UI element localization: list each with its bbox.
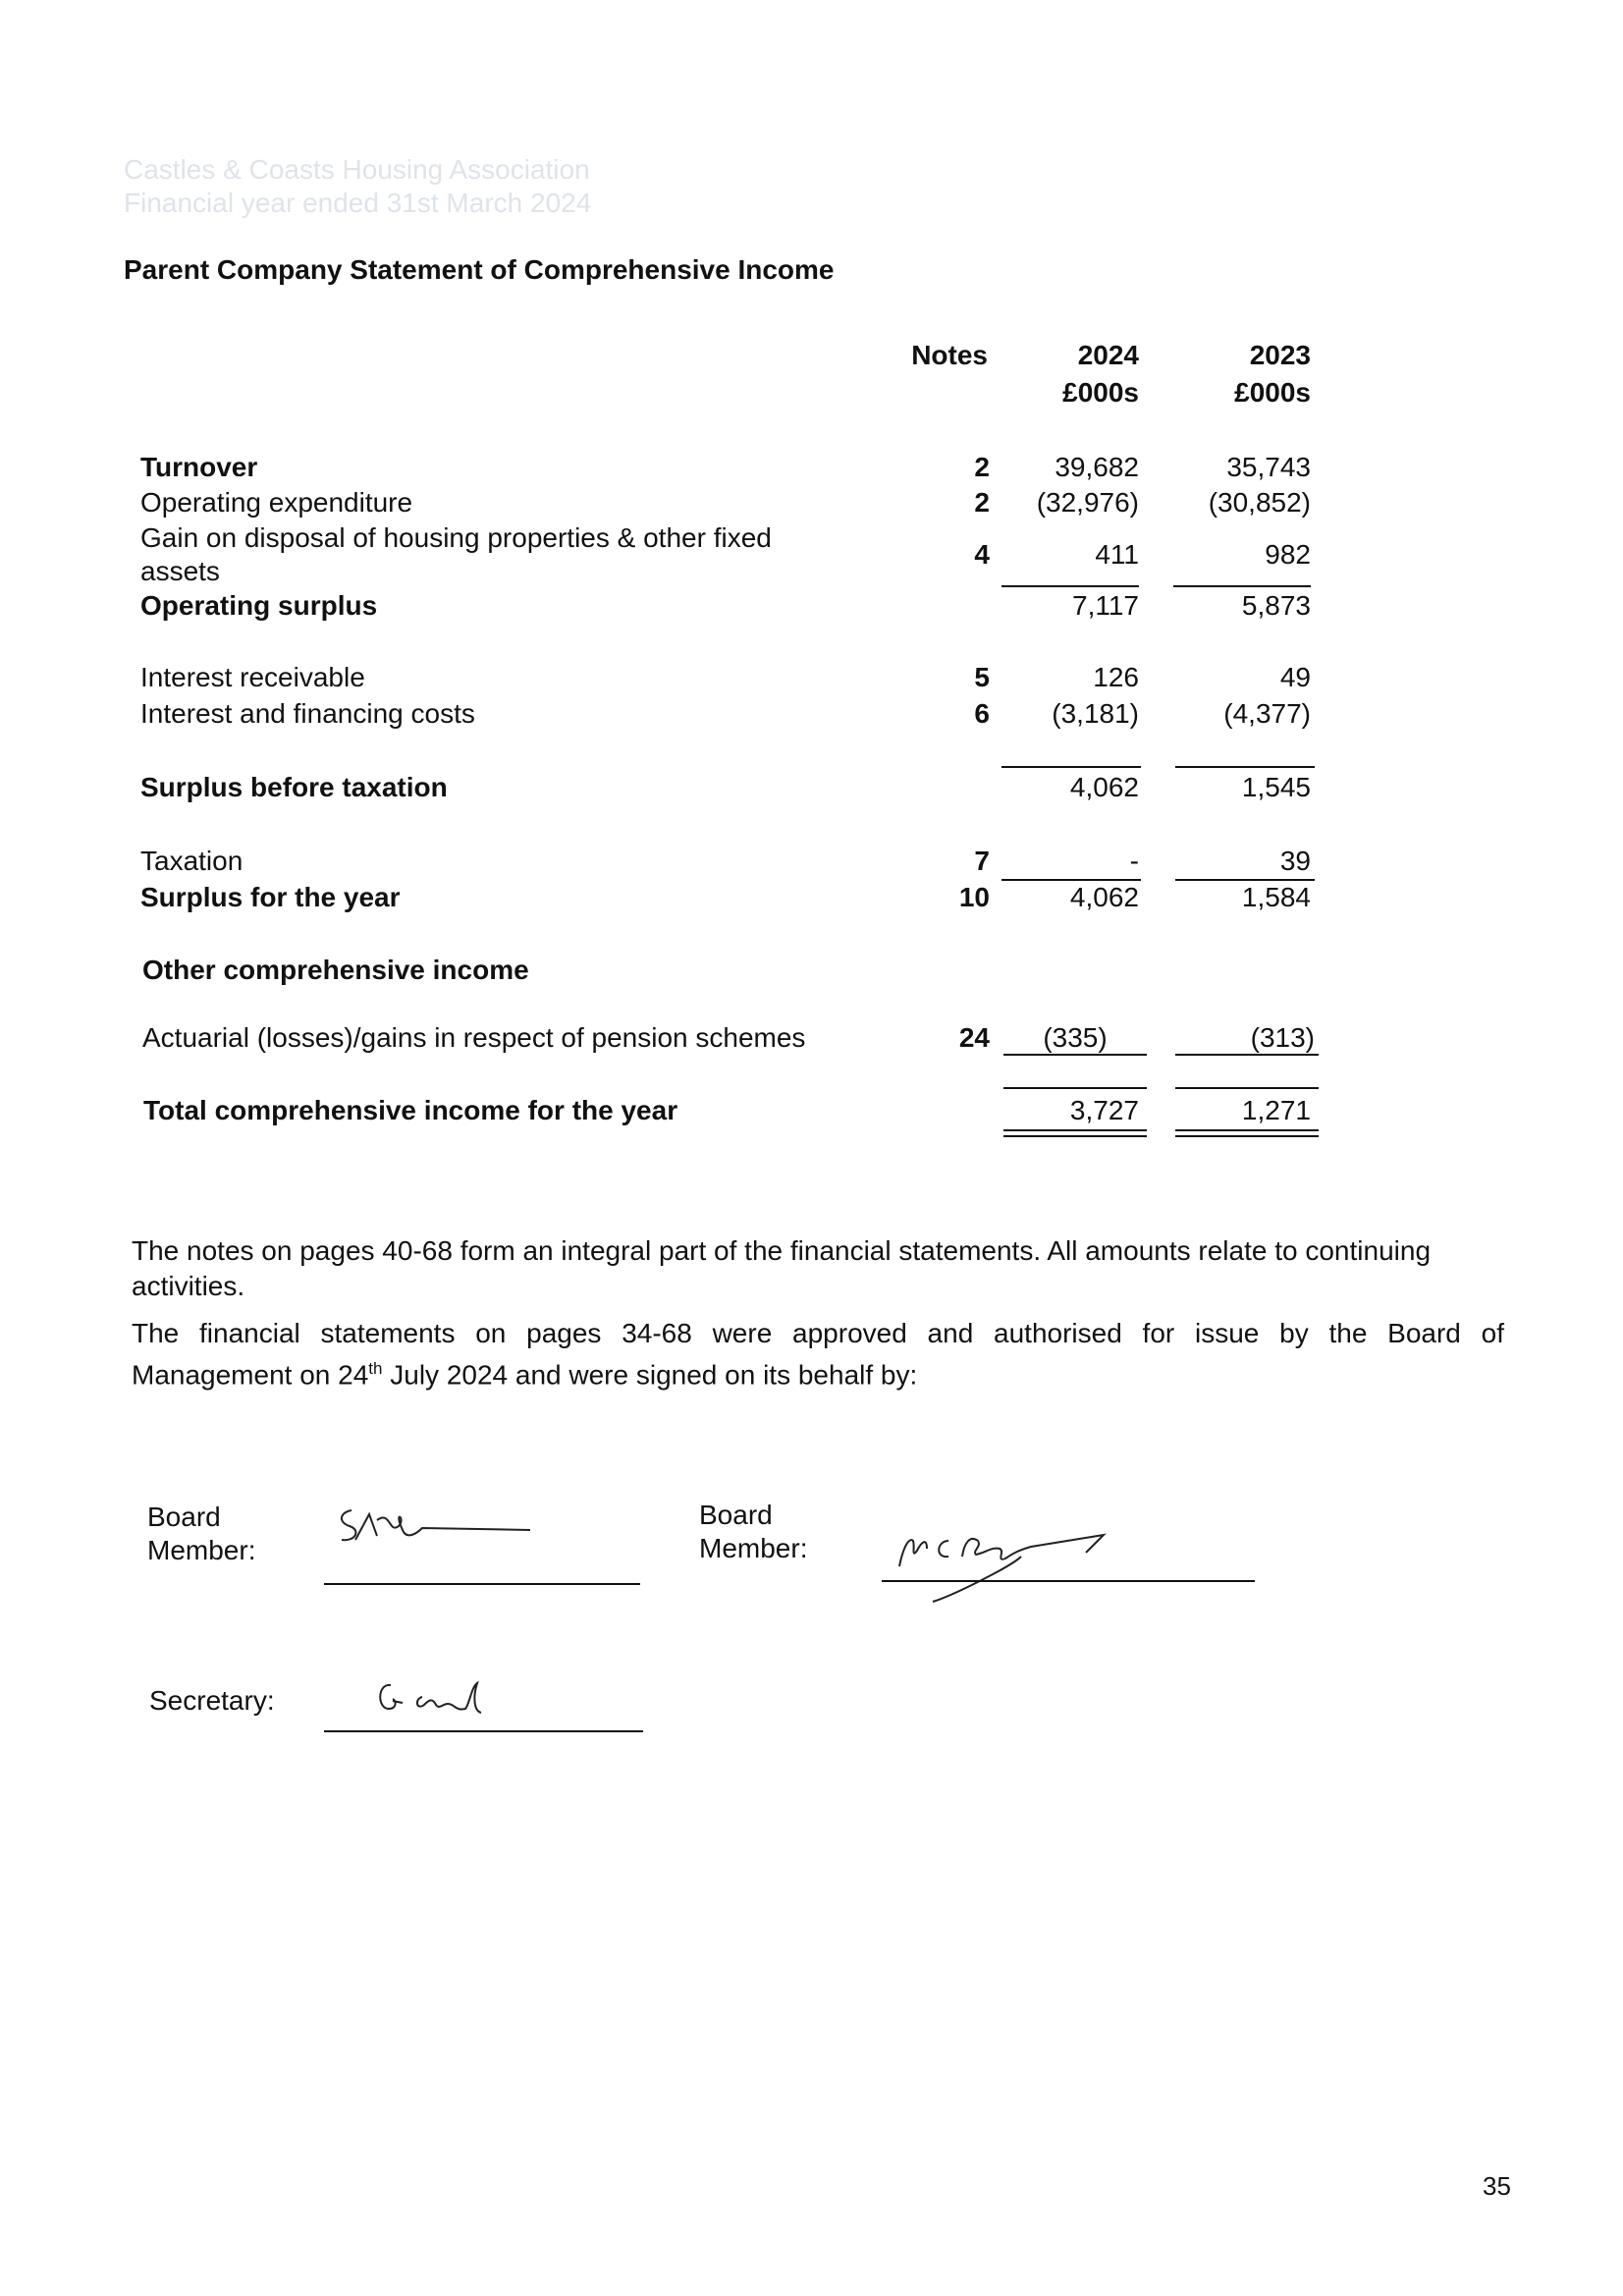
row-total-ci-2023: 1,271 [1241, 1095, 1311, 1125]
row-gain-2023: 982 [1265, 539, 1311, 570]
board-member-2-label-line1: Board [699, 1500, 773, 1530]
row-taxation-2024: - [1129, 846, 1139, 876]
rule-total-top-2023 [1175, 1087, 1319, 1089]
row-int-costs-note: 6 [974, 698, 990, 729]
row-total-ci-2024: 3,727 [1069, 1095, 1139, 1125]
notes-paragraph-2-line1: The financial statements on pages 34-68 were approved and authorised for issue by the Board of [132, 1318, 1504, 1348]
rule-tax-2023 [1175, 879, 1315, 881]
row-actuarial-label: Actuarial (losses)/gains in respect of pension schemes [142, 1022, 806, 1053]
row-int-recv-note: 5 [974, 662, 990, 692]
rule-int-2023 [1175, 766, 1315, 768]
board-member-2-signature [893, 1507, 1119, 1606]
row-op-surplus-label: Operating surplus [140, 590, 378, 621]
row-turnover-2024: 39,682 [1055, 452, 1139, 482]
rule-int-2024 [1001, 766, 1141, 768]
row-actuarial-2024: (335) [1043, 1022, 1108, 1053]
rule-gain-2023 [1173, 585, 1311, 587]
notes-paragraph-1-line2: activities. [132, 1271, 245, 1301]
board-member-2-sign-line [882, 1580, 1255, 1582]
rule-actuarial-2024 [1003, 1054, 1147, 1056]
col-notes-header: Notes [911, 340, 988, 370]
rule-total-double1-2024 [1003, 1129, 1147, 1131]
row-int-recv-label: Interest receivable [140, 662, 365, 692]
row-taxation-note: 7 [974, 846, 990, 876]
secretary-signature [363, 1675, 560, 1734]
header-org: Castles & Coasts Housing Association [124, 154, 590, 185]
row-gain-note: 4 [974, 539, 990, 570]
board-member-1-sign-line [324, 1583, 640, 1585]
row-int-recv-2024: 126 [1093, 662, 1139, 692]
row-total-ci-label: Total comprehensive income for the year [143, 1095, 678, 1125]
board-member-1-label-line1: Board [147, 1502, 221, 1532]
rule-actuarial-2023 [1175, 1054, 1319, 1056]
rule-gain-2024 [1001, 585, 1139, 587]
rule-total-double2-2024 [1003, 1135, 1147, 1137]
rule-total-top-2024 [1003, 1087, 1147, 1089]
rule-total-double2-2023 [1175, 1135, 1319, 1137]
row-opex-2024: (32,976) [1036, 487, 1139, 518]
oci-heading: Other comprehensive income [142, 955, 529, 985]
row-surplus-year-note: 10 [958, 882, 990, 912]
notes-paragraph-2-line2: Management on 24th July 2024 and were signed on its behalf by: [132, 1359, 918, 1391]
notes-paragraph-1-line1: The notes on pages 40-68 form an integral part of the financial statements. All amounts relate to continuing [132, 1235, 1432, 1266]
row-surplus-pre-tax-label: Surplus before taxation [140, 772, 448, 802]
row-int-costs-2023: (4,377) [1223, 698, 1311, 729]
row-turnover-2023: 35,743 [1226, 452, 1311, 482]
header-period: Financial year ended 31st March 2024 [124, 188, 592, 218]
page-number: 35 [1483, 2171, 1511, 2201]
col-2023-unit: £000s [1234, 377, 1311, 408]
statement-title: Parent Company Statement of Comprehensive Income [124, 254, 835, 285]
secretary-sign-line [324, 1730, 643, 1732]
row-gain-label-line1: Gain on disposal of housing properties & other fixed [140, 522, 772, 553]
board-member-1-label-line2: Member: [147, 1535, 256, 1565]
row-opex-note: 2 [974, 487, 990, 518]
row-gain-2024: 411 [1095, 539, 1139, 570]
row-turnover-label: Turnover [140, 452, 258, 482]
col-2024-unit: £000s [1062, 377, 1139, 408]
row-op-surplus-2023: 5,873 [1241, 590, 1311, 621]
row-taxation-2023: 39 [1279, 846, 1311, 876]
row-gain-label-line2: assets [140, 556, 220, 586]
row-int-costs-2024: (3,181) [1052, 698, 1139, 729]
rule-total-double1-2023 [1175, 1129, 1319, 1131]
row-actuarial-note: 24 [958, 1022, 990, 1053]
row-surplus-year-2024: 4,062 [1069, 882, 1139, 912]
row-int-recv-2023: 49 [1279, 662, 1311, 692]
row-surplus-year-2023: 1,584 [1241, 882, 1311, 912]
board-member-2-label-line2: Member: [699, 1533, 808, 1563]
board-member-1-signature [334, 1501, 550, 1559]
rule-tax-2024 [1001, 879, 1141, 881]
row-turnover-note: 2 [974, 452, 990, 482]
row-surplus-pre-tax-2024: 4,062 [1069, 772, 1139, 802]
secretary-label: Secretary: [149, 1685, 275, 1716]
row-opex-label: Operating expenditure [140, 487, 413, 518]
row-taxation-label: Taxation [140, 846, 243, 876]
row-int-costs-label: Interest and financing costs [140, 698, 475, 729]
row-op-surplus-2024: 7,117 [1072, 590, 1139, 621]
col-2023-header: 2023 [1249, 340, 1311, 370]
col-2024-header: 2024 [1077, 340, 1139, 370]
row-actuarial-2023: (313) [1250, 1022, 1315, 1053]
row-surplus-year-label: Surplus for the year [140, 882, 401, 912]
row-surplus-pre-tax-2023: 1,545 [1241, 772, 1311, 802]
row-opex-2023: (30,852) [1208, 487, 1311, 518]
